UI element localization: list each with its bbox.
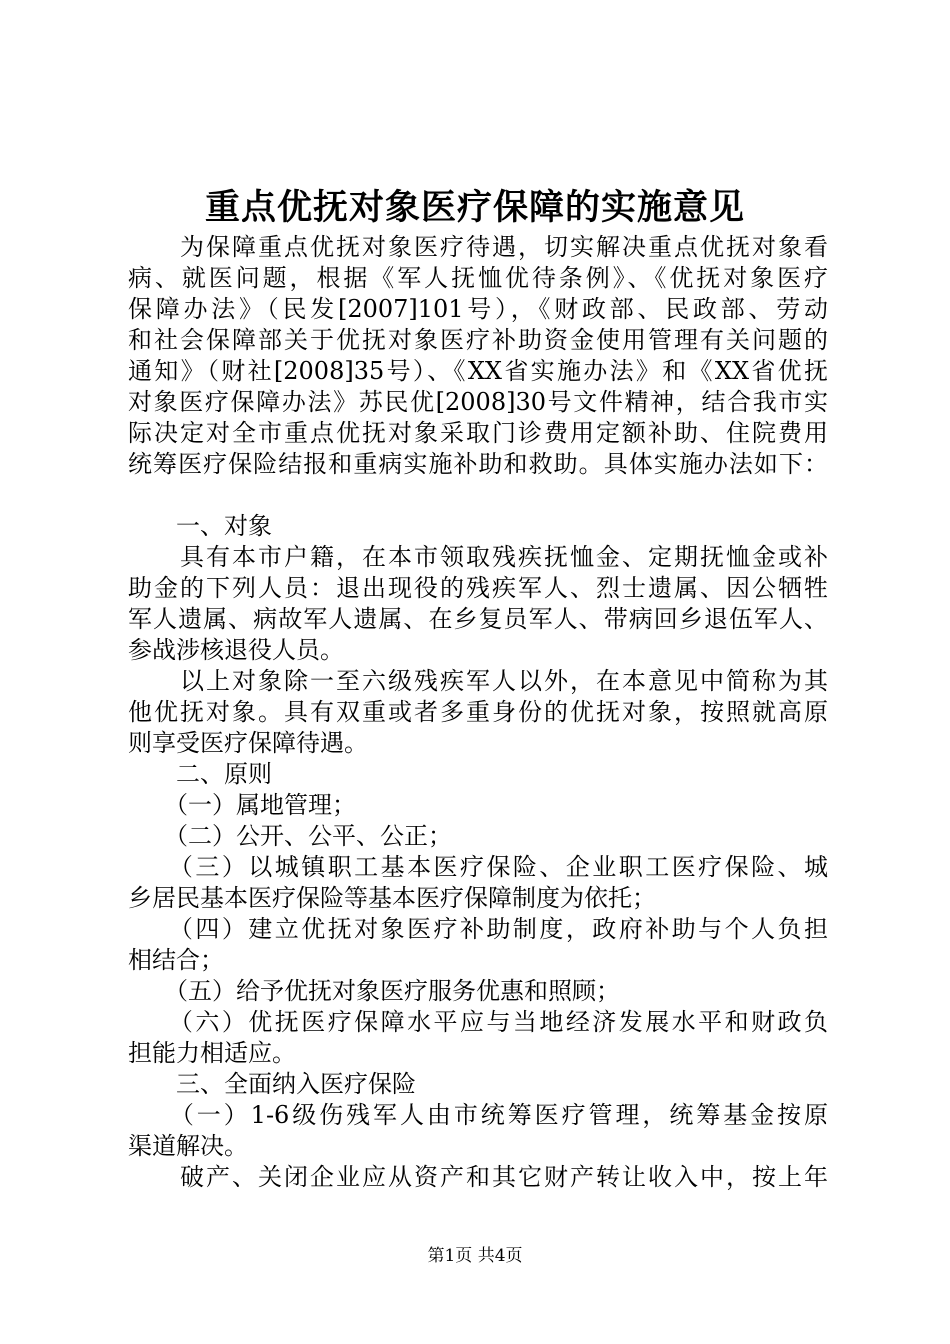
blank-line (128, 480, 828, 511)
paragraph-line: 助金的下列人员：退出现役的残疾军人、烈士遗属、因公牺牲 (128, 574, 828, 602)
paragraph-line: （一）1-6级伤残军人由市统筹医疗管理，统筹基金按原 (128, 1101, 828, 1129)
paragraph-line: 二、原则 (128, 760, 272, 788)
paragraph-line: （一）属地管理； (128, 791, 356, 819)
paragraph-line: 对象医疗保障办法》苏民优[2008]30号文件精神，结合我市实 (128, 388, 828, 416)
paragraph-line: 他优抚对象。具有双重或者多重身份的优抚对象，按照就高原 (128, 698, 828, 726)
paragraph-line: 担能力相适应。 (128, 1039, 296, 1067)
paragraph-line: （五）给予优抚对象医疗服务优惠和照顾； (128, 977, 620, 1005)
paragraph-line: 渠道解决。 (128, 1132, 248, 1160)
paragraph-line: 军人遗属、病故军人遗属、在乡复员军人、带病回乡退伍军人、 (128, 605, 828, 633)
paragraph-line: 以上对象除一至六级残疾军人以外，在本意见中简称为其 (128, 667, 828, 695)
paragraph-line: 保障办法》（民发[2007]101号），《财政部、民政部、劳动 (128, 295, 828, 323)
paragraph-line: 破产、关闭企业应从资产和其它财产转让收入中，按上年 (128, 1163, 828, 1191)
paragraph-line: 际决定对全市重点优抚对象采取门诊费用定额补助、住院费用 (128, 419, 828, 447)
paragraph-line: 相结合； (128, 946, 224, 974)
page-footer: 第1页 共4页 (427, 1246, 523, 1266)
paragraph-line: 乡居民基本医疗保险等基本医疗保障制度为依托； (128, 884, 656, 912)
document-title: 重点优抚对象医疗保障的实施意见 (204, 187, 745, 228)
paragraph-line: 具有本市户籍，在本市领取残疾抚恤金、定期抚恤金或补 (128, 543, 828, 571)
paragraph-line: 三、全面纳入医疗保险 (128, 1070, 416, 1098)
paragraph-line: 一、对象 (128, 512, 272, 540)
document-body (128, 232, 828, 1193)
paragraph-line: 统筹医疗保险结报和重病实施补助和救助。具体实施办法如下： (128, 450, 828, 478)
paragraph-line: 则享受医疗保障待遇。 (128, 729, 368, 757)
paragraph-line: 通知》（财社[2008]35号）、《XX省实施办法》和《XX省优抚 (128, 357, 828, 385)
paragraph-line: 为保障重点优抚对象医疗待遇，切实解决重点优抚对象看 (128, 233, 828, 261)
paragraph-line: 参战涉核退役人员。 (128, 636, 344, 664)
paragraph-line: （四）建立优抚对象医疗补助制度，政府补助与个人负担 (128, 915, 828, 943)
paragraph-line: 病、就医问题，根据《军人抚恤优待条例》、《优抚对象医疗 (128, 264, 828, 292)
paragraph-line: （二）公开、公平、公正； (128, 822, 452, 850)
paragraph-line: 和社会保障部关于优抚对象医疗补助资金使用管理有关问题的 (128, 326, 828, 354)
paragraph-line: （三）以城镇职工基本医疗保险、企业职工医疗保险、城 (128, 853, 828, 881)
paragraph-line: （六）优抚医疗保障水平应与当地经济发展水平和财政负 (128, 1008, 828, 1036)
